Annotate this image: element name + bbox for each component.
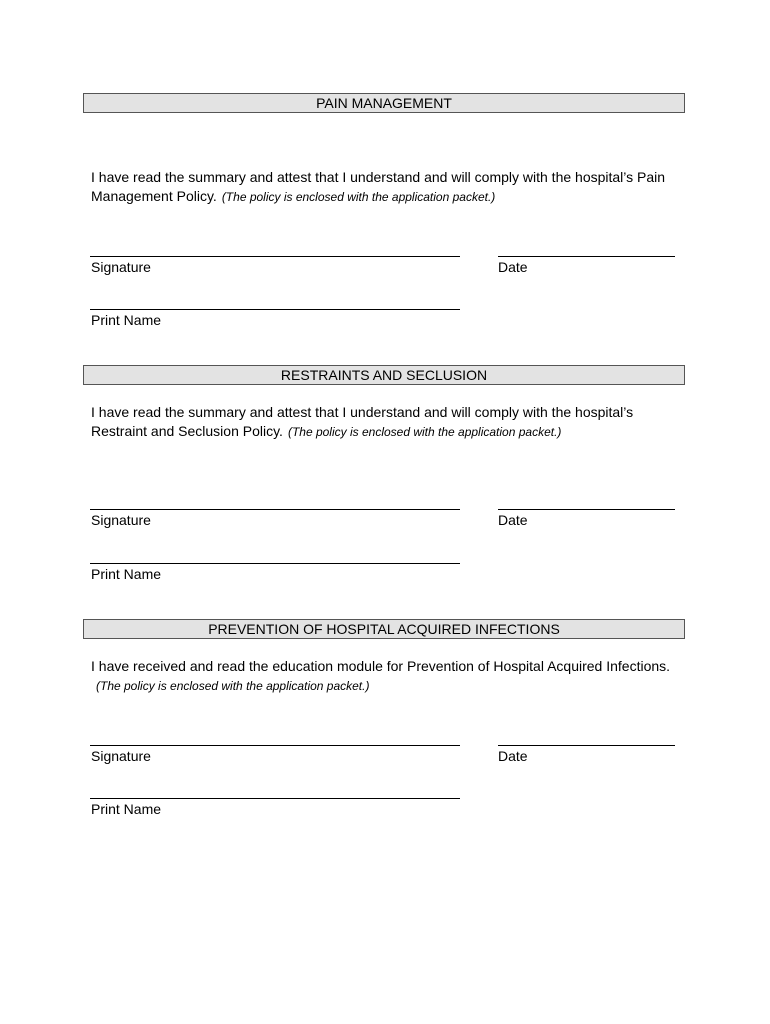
print-name-label: Print Name xyxy=(91,566,162,582)
signature-line[interactable] xyxy=(90,745,460,746)
date-line[interactable] xyxy=(498,256,675,257)
statement-text: I have received and read the education module for Prevention of Hospital Acquired Infections. xyxy=(91,658,671,674)
statement-restraints-seclusion xyxy=(91,403,691,442)
print-name-line[interactable] xyxy=(90,563,460,564)
policy-note: (The policy is enclosed with the application packet.) xyxy=(96,679,370,693)
date-line[interactable] xyxy=(498,509,675,510)
signature-label: Signature xyxy=(91,512,151,528)
signature-line[interactable] xyxy=(90,256,460,257)
date-label: Date xyxy=(498,259,528,275)
statement-pain-management xyxy=(91,168,691,207)
print-name-line[interactable] xyxy=(90,309,460,310)
signature-label: Signature xyxy=(91,748,151,764)
section-header-infection-prevention: PREVENTION OF HOSPITAL ACQUIRED INFECTIONS xyxy=(83,619,685,639)
section-header-pain-management: PAIN MANAGEMENT xyxy=(83,93,685,113)
print-name-line[interactable] xyxy=(90,798,460,799)
print-name-label: Print Name xyxy=(91,312,162,328)
signature-label: Signature xyxy=(91,259,151,275)
policy-note: (The policy is enclosed with the application packet.) xyxy=(287,425,562,439)
statement-infection-prevention xyxy=(91,657,691,696)
print-name-label: Print Name xyxy=(91,801,162,817)
date-line[interactable] xyxy=(498,745,675,746)
statement-text: I have read the summary and attest that I understand and will comply with the hospital’s Pain Management Policy. xyxy=(91,169,666,204)
policy-note: (The policy is enclosed with the application packet.) xyxy=(221,190,496,204)
date-label: Date xyxy=(498,748,528,764)
statement-text: I have read the summary and attest that I understand and will comply with the hospital’s Restraint and Seclusion Policy. xyxy=(91,404,634,439)
section-header-restraints-seclusion: RESTRAINTS AND SECLUSION xyxy=(83,365,685,385)
signature-line[interactable] xyxy=(90,509,460,510)
date-label: Date xyxy=(498,512,528,528)
